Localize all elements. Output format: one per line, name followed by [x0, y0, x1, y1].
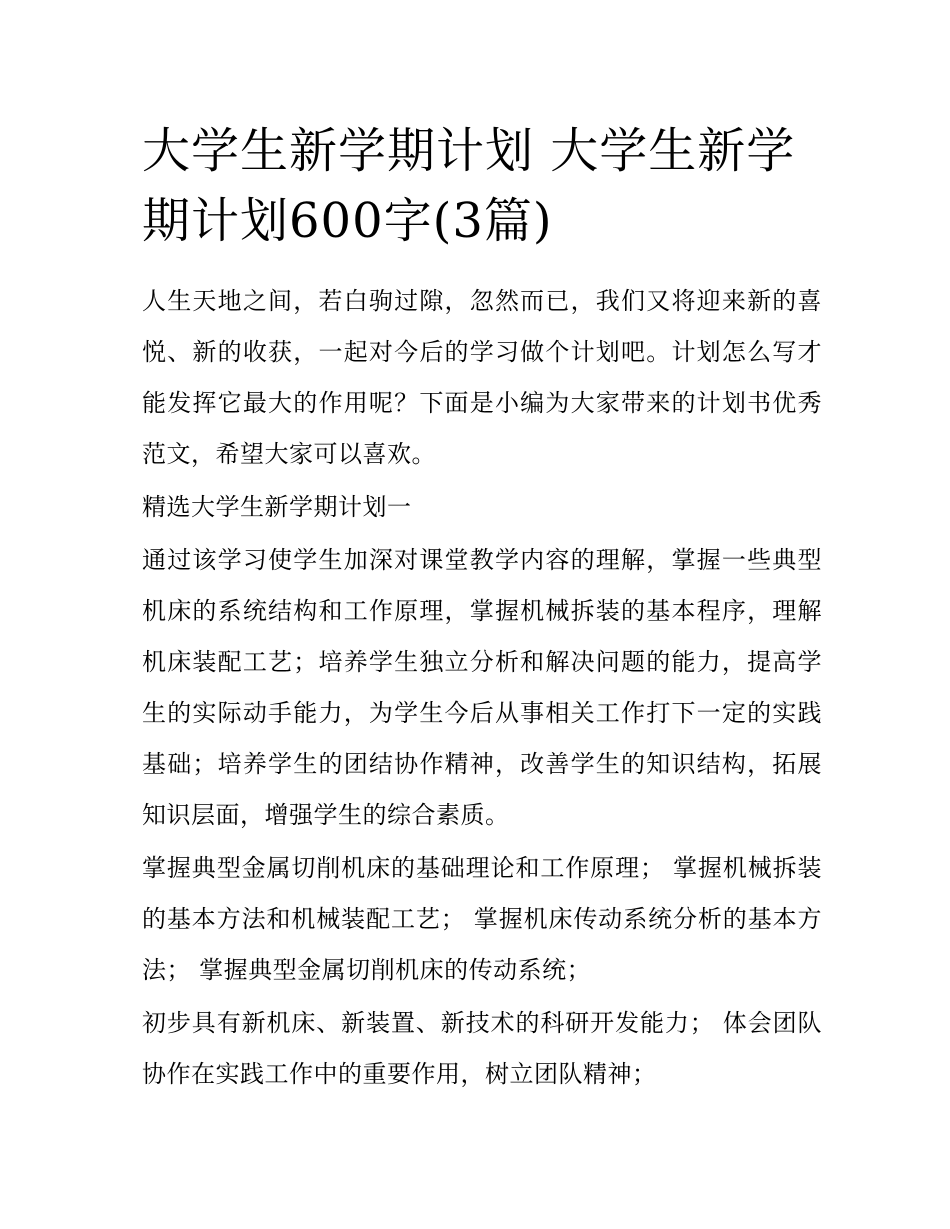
body-paragraph: 通过该学习使学生加深对课堂教学内容的理解，掌握一些典型机床的系统结构和工作原理，掌握机械拆装的基本程序，理解机床装配工艺；培养学生独立分析和解决问题的能力，提高学生的实际动手能力，为学生今后从事相关工作打下一定的实践基础；培养学生的团结协作精神，改善学生的知识结构，拓展知识层面，增强学生的综合素质。	[142, 546, 822, 829]
body-paragraph: 掌握典型金属切削机床的基础理论和工作原理； 掌握机械拆装的基本方法和机械装配工艺； 掌握机床传动系统分析的基本方法； 掌握典型金属切削机床的传动系统；	[142, 854, 822, 984]
intro-paragraph: 人生天地之间，若白驹过隙，忽然而已，我们又将迎来新的喜悦、新的收获，一起对今后的学习做个计划吧。计划怎么写才能发挥它最大的作用呢？下面是小编为大家带来的计划书优秀范文，希望大家可以喜欢。	[142, 287, 822, 468]
body-paragraph: 初步具有新机床、新装置、新技术的科研开发能力； 体会团队协作在实践工作中的重要作用，树立团队精神；	[142, 1009, 822, 1088]
document-title: 大学生新学期计划 大学生新学期计划600字(3篇)	[142, 123, 796, 249]
document-body	[142, 276, 822, 1102]
section-heading: 精选大学生新学期计划一	[142, 493, 412, 521]
